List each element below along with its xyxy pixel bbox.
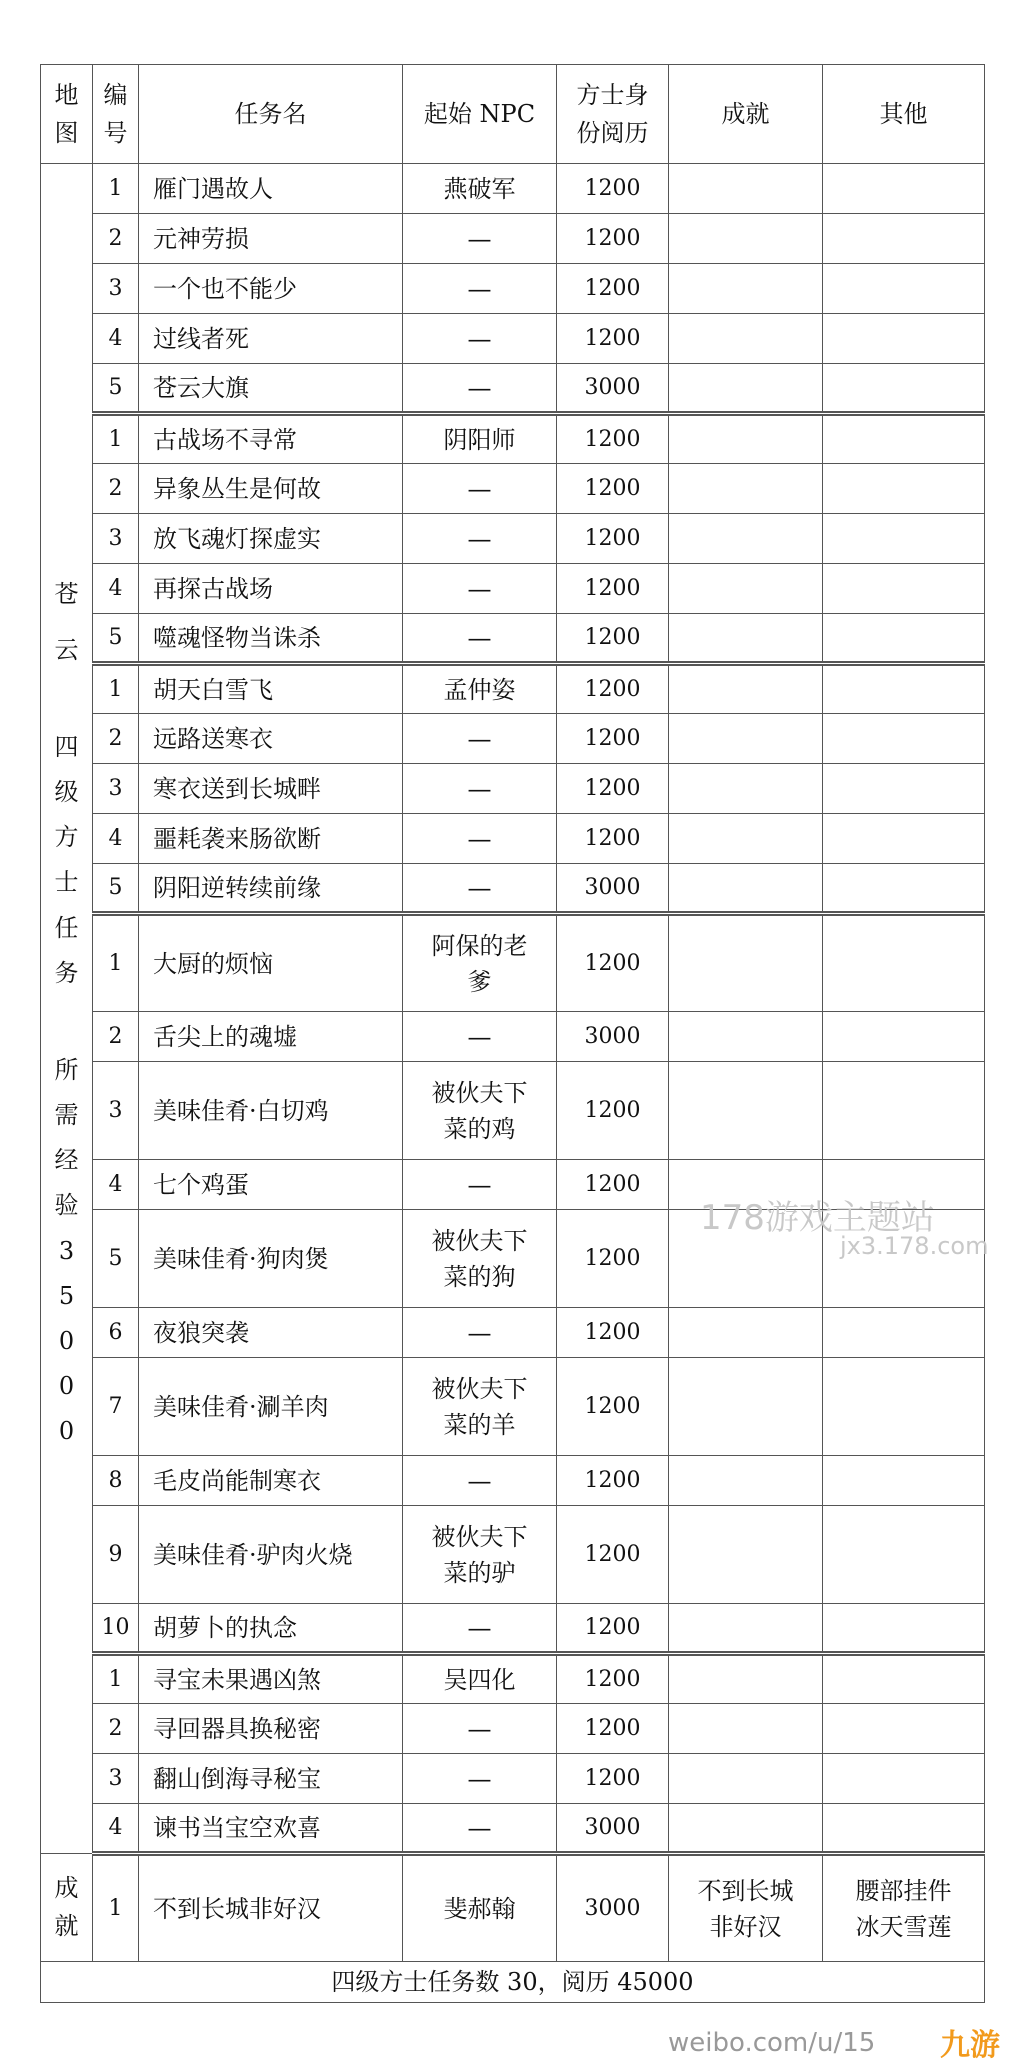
- cell-achievement: [669, 1654, 823, 1704]
- cell-achievement: [669, 1456, 823, 1506]
- map-char: 经: [54, 1146, 79, 1175]
- cell-num: 3: [93, 1754, 139, 1804]
- table-row: [41, 264, 985, 314]
- cell-other: [823, 814, 985, 864]
- cell-quest-name: 胡萝卜的执念: [139, 1604, 403, 1654]
- map-char: 士: [54, 868, 79, 897]
- cell-other: [823, 214, 985, 264]
- cell-num: 1: [93, 414, 139, 464]
- cell-quest-name: 七个鸡蛋: [139, 1160, 403, 1210]
- cell-num: 4: [93, 1804, 139, 1854]
- cell-other: [823, 164, 985, 214]
- map-char: 所: [54, 1055, 79, 1084]
- cell-quest-name: 夜狼突袭: [139, 1308, 403, 1358]
- cell-num: 2: [93, 714, 139, 764]
- cell-achievement: [669, 464, 823, 514]
- cell-line: 被伙夫下: [431, 1374, 528, 1403]
- table-row: [41, 664, 985, 714]
- map-char: 级: [54, 777, 79, 806]
- cell-line: 被伙夫下: [431, 1078, 528, 1107]
- cell-num: 3: [93, 1062, 139, 1160]
- cell-rep: 1200: [557, 1754, 669, 1804]
- cell-achievement: [669, 1754, 823, 1804]
- cell-quest-name: 寻宝未果遇凶煞: [139, 1654, 403, 1704]
- cell-quest-name: 雁门遇故人: [139, 164, 403, 214]
- cell-num: 1: [93, 1654, 139, 1704]
- cell-other: [823, 414, 985, 464]
- cell-quest-name: 阴阳逆转续前缘: [139, 864, 403, 914]
- cell-quest-name: 元神劳损: [139, 214, 403, 264]
- map-char: 成: [54, 1874, 79, 1903]
- cell-line: 被伙夫下: [431, 1226, 528, 1255]
- cell-achievement: [669, 164, 823, 214]
- header-num: 编号: [93, 65, 139, 164]
- cell-achievement: [669, 714, 823, 764]
- cell-rep: 1200: [557, 164, 669, 214]
- cell-achievement: [669, 1358, 823, 1456]
- cell-quest-name: 毛皮尚能制寒衣: [139, 1456, 403, 1506]
- cell-achievement: [669, 514, 823, 564]
- cell-rep: 1200: [557, 1604, 669, 1654]
- cell-quest-name: 过线者死: [139, 314, 403, 364]
- table-row: [41, 614, 985, 664]
- cell-npc: —: [403, 314, 557, 364]
- cell-rep: 1200: [557, 664, 669, 714]
- cell-num: 1: [93, 664, 139, 714]
- cell-other: [823, 714, 985, 764]
- cell-achievement: [669, 614, 823, 664]
- header-name: 任务名: [139, 65, 403, 164]
- map-char: 0: [58, 1327, 75, 1356]
- table-row: [41, 814, 985, 864]
- cell-rep: 1200: [557, 514, 669, 564]
- cell-other: [823, 1604, 985, 1654]
- cell-achievement: [669, 1604, 823, 1654]
- cell-other: [823, 314, 985, 364]
- cell-npc: 吴四化: [403, 1654, 557, 1704]
- cell-num: 3: [93, 264, 139, 314]
- cell-npc: —: [403, 1160, 557, 1210]
- cell-rep: 3000: [557, 1804, 669, 1854]
- cell-achievement: [669, 764, 823, 814]
- cell-rep: 1200: [557, 714, 669, 764]
- cell-rep: 1200: [557, 1506, 669, 1604]
- table-row: [41, 1358, 985, 1456]
- cell-rep: 1200: [557, 264, 669, 314]
- cell-rep: 3000: [557, 1012, 669, 1062]
- map-char: 0: [58, 1417, 75, 1446]
- table-row: [41, 1754, 985, 1804]
- cell-quest-name: 翻山倒海寻秘宝: [139, 1754, 403, 1804]
- cell-quest-name: 寒衣送到长城畔: [139, 764, 403, 814]
- map-char: 任: [54, 913, 79, 942]
- cell-achievement: [669, 1854, 823, 1962]
- map-char: 5: [58, 1281, 75, 1310]
- cell-npc: 孟仲姿: [403, 664, 557, 714]
- cell-line: 被伙夫下: [431, 1522, 528, 1551]
- cell-num: 2: [93, 464, 139, 514]
- achievement-row: [41, 1854, 985, 1962]
- cell-line: 不到长城: [697, 1876, 794, 1905]
- cell-num: 4: [93, 564, 139, 614]
- cell-rep: 1200: [557, 914, 669, 1012]
- cell-num: 1: [93, 164, 139, 214]
- cell-npc: [403, 1358, 557, 1456]
- cell-quest-name: 美味佳肴·白切鸡: [139, 1062, 403, 1160]
- cell-line: 菜的狗: [443, 1262, 516, 1291]
- quest-table: [40, 64, 985, 2003]
- cell-other: [823, 1804, 985, 1854]
- cell-npc: —: [403, 1804, 557, 1854]
- map-char: 务: [54, 958, 79, 987]
- table-body: [41, 164, 985, 2003]
- header-other: 其他: [823, 65, 985, 164]
- header-npc: 起始 NPC: [403, 65, 557, 164]
- table-row: [41, 764, 985, 814]
- table-row: [41, 464, 985, 514]
- cell-achievement: [669, 1012, 823, 1062]
- cell-rep: 1200: [557, 314, 669, 364]
- cell-other: [823, 1704, 985, 1754]
- cell-quest-name: 舌尖上的魂墟: [139, 1012, 403, 1062]
- cell-achievement: [669, 214, 823, 264]
- cell-num: 1: [93, 914, 139, 1012]
- table-row: [41, 1308, 985, 1358]
- cell-other: [823, 1854, 985, 1962]
- cell-achievement: [669, 1062, 823, 1160]
- cell-line: 菜的驴: [443, 1558, 516, 1587]
- cell-num: 4: [93, 814, 139, 864]
- table-row: [41, 414, 985, 464]
- cell-achievement: [669, 1704, 823, 1754]
- cell-other: [823, 1654, 985, 1704]
- map-char: 四: [54, 732, 79, 761]
- cell-other: [823, 914, 985, 1012]
- cell-rep: 1200: [557, 1210, 669, 1308]
- cell-rep: 1200: [557, 464, 669, 514]
- map-char: 3: [58, 1236, 75, 1265]
- cell-achievement: [669, 314, 823, 364]
- watermark-brand: 九游: [940, 2028, 1000, 2063]
- cell-npc: —: [403, 814, 557, 864]
- table-row: [41, 1456, 985, 1506]
- achievement-map-cell: [41, 1854, 93, 1962]
- cell-npc: —: [403, 464, 557, 514]
- cell-quest-name: 寻回器具换秘密: [139, 1704, 403, 1754]
- table-row: [41, 1506, 985, 1604]
- cell-other: [823, 1012, 985, 1062]
- cell-npc: —: [403, 1754, 557, 1804]
- cell-line: 爹: [467, 967, 492, 996]
- cell-rep: 1200: [557, 564, 669, 614]
- header-map: 地图: [41, 65, 93, 164]
- cell-num: 9: [93, 1506, 139, 1604]
- cell-other: [823, 564, 985, 614]
- table-row: [41, 1062, 985, 1160]
- cell-npc: —: [403, 764, 557, 814]
- cell-other: [823, 364, 985, 414]
- cell-rep: 1200: [557, 614, 669, 664]
- cell-other: [823, 1358, 985, 1456]
- cell-quest-name: 再探古战场: [139, 564, 403, 614]
- cell-achievement: [669, 664, 823, 714]
- cell-rep: 1200: [557, 1654, 669, 1704]
- cell-achievement: [669, 414, 823, 464]
- cell-rep: 1200: [557, 1160, 669, 1210]
- table-row: [41, 364, 985, 414]
- cell-num: 2: [93, 1704, 139, 1754]
- cell-line: 冰天雪莲: [855, 1912, 952, 1941]
- cell-npc: —: [403, 1604, 557, 1654]
- table-row: [41, 214, 985, 264]
- cell-achievement: [669, 814, 823, 864]
- cell-npc: —: [403, 564, 557, 614]
- cell-num: 5: [93, 614, 139, 664]
- cell-npc: [403, 1062, 557, 1160]
- cell-rep: 1200: [557, 1308, 669, 1358]
- map-char: 方: [54, 823, 79, 852]
- cell-line: 菜的鸡: [443, 1114, 516, 1143]
- cell-rep: 1200: [557, 814, 669, 864]
- cell-achievement: [669, 264, 823, 314]
- cell-num: 6: [93, 1308, 139, 1358]
- summary-row: [41, 1962, 985, 2003]
- cell-num: 5: [93, 1210, 139, 1308]
- cell-quest-name: 古战场不寻常: [139, 414, 403, 464]
- cell-npc: [403, 1210, 557, 1308]
- cell-npc: —: [403, 1308, 557, 1358]
- cell-num: 4: [93, 1160, 139, 1210]
- cell-line: 菜的羊: [443, 1410, 516, 1439]
- cell-num: 4: [93, 314, 139, 364]
- cell-quest-name: 美味佳肴·涮羊肉: [139, 1358, 403, 1456]
- cell-quest-name: 一个也不能少: [139, 264, 403, 314]
- cell-other: [823, 614, 985, 664]
- cell-quest-name: 噩耗袭来肠欲断: [139, 814, 403, 864]
- cell-rep: 1200: [557, 414, 669, 464]
- cell-achievement: [669, 564, 823, 614]
- cell-num: 5: [93, 864, 139, 914]
- cell-rep: 1200: [557, 1704, 669, 1754]
- cell-npc: [403, 1506, 557, 1604]
- cell-quest-name: 噬魂怪物当诛杀: [139, 614, 403, 664]
- cell-other: [823, 264, 985, 314]
- map-char: 云: [54, 635, 79, 664]
- map-char: 需: [54, 1101, 79, 1130]
- cell-npc: —: [403, 214, 557, 264]
- cell-quest-name: 大厨的烦恼: [139, 914, 403, 1012]
- cell-other: [823, 1062, 985, 1160]
- cell-num: 8: [93, 1456, 139, 1506]
- cell-num: 3: [93, 764, 139, 814]
- cell-npc: [403, 914, 557, 1012]
- table-row: [41, 1604, 985, 1654]
- cell-achievement: [669, 364, 823, 414]
- cell-num: 5: [93, 364, 139, 414]
- watermark-site: 178游戏主题站: [700, 1198, 935, 1238]
- cell-npc: —: [403, 1704, 557, 1754]
- header-row: [41, 65, 985, 164]
- cell-quest-name: 美味佳肴·狗肉煲: [139, 1210, 403, 1308]
- cell-rep: 1200: [557, 1358, 669, 1456]
- cell-npc: —: [403, 364, 557, 414]
- cell-num: 1: [93, 1854, 139, 1962]
- cell-npc: —: [403, 1012, 557, 1062]
- watermark-weibo: weibo.com/u/15: [668, 2028, 876, 2058]
- cell-achievement: [669, 1804, 823, 1854]
- cell-num: 10: [93, 1604, 139, 1654]
- map-char: 验: [54, 1191, 79, 1220]
- table-row: [41, 514, 985, 564]
- cell-other: [823, 664, 985, 714]
- watermark-url: jx3.178.com: [840, 1232, 989, 1260]
- cell-num: 2: [93, 214, 139, 264]
- table-row: [41, 714, 985, 764]
- cell-quest-name: 谏书当宝空欢喜: [139, 1804, 403, 1854]
- cell-num: 7: [93, 1358, 139, 1456]
- cell-rep: 3000: [557, 364, 669, 414]
- cell-quest-name: 异象丛生是何故: [139, 464, 403, 514]
- header-rep: 方士身份阅历: [557, 65, 669, 164]
- cell-quest-name: 美味佳肴·驴肉火烧: [139, 1506, 403, 1604]
- map-char: 0: [58, 1372, 75, 1401]
- table-row: [41, 564, 985, 614]
- table-row: [41, 164, 985, 214]
- map-char: 苍: [54, 580, 79, 609]
- table-row: [41, 1654, 985, 1704]
- cell-npc: —: [403, 514, 557, 564]
- cell-npc: 阴阳师: [403, 414, 557, 464]
- cell-npc: —: [403, 264, 557, 314]
- cell-other: [823, 514, 985, 564]
- cell-rep: 1200: [557, 764, 669, 814]
- cell-other: [823, 1506, 985, 1604]
- cell-other: [823, 464, 985, 514]
- cell-other: [823, 1456, 985, 1506]
- table-row: [41, 864, 985, 914]
- cell-quest-name: 苍云大旗: [139, 364, 403, 414]
- cell-line: 非好汉: [709, 1912, 782, 1941]
- cell-other: [823, 1308, 985, 1358]
- cell-other: [823, 1754, 985, 1804]
- map-char: 就: [54, 1911, 79, 1940]
- header-achievement: 成就: [669, 65, 823, 164]
- cell-npc: —: [403, 1456, 557, 1506]
- cell-achievement: [669, 1506, 823, 1604]
- table-row: [41, 314, 985, 364]
- cell-achievement: [669, 1308, 823, 1358]
- cell-quest-name: 远路送寒衣: [139, 714, 403, 764]
- cell-npc: —: [403, 864, 557, 914]
- table-row: [41, 914, 985, 1012]
- cell-num: 2: [93, 1012, 139, 1062]
- cell-quest-name: 不到长城非好汉: [139, 1854, 403, 1962]
- cell-line: 腰部挂件: [855, 1876, 952, 1905]
- cell-rep: 3000: [557, 864, 669, 914]
- cell-npc: 斐郝翰: [403, 1854, 557, 1962]
- cell-rep: 1200: [557, 1062, 669, 1160]
- cell-other: [823, 864, 985, 914]
- cell-rep: 3000: [557, 1854, 669, 1962]
- map-cell: [41, 164, 93, 1854]
- cell-other: [823, 764, 985, 814]
- cell-quest-name: 胡天白雪飞: [139, 664, 403, 714]
- summary-text: 四级方士任务数 30，阅历 45000: [41, 1962, 985, 2003]
- cell-achievement: [669, 864, 823, 914]
- table-row: [41, 1012, 985, 1062]
- cell-npc: —: [403, 714, 557, 764]
- cell-rep: 1200: [557, 1456, 669, 1506]
- cell-npc: —: [403, 614, 557, 664]
- table-row: [41, 1804, 985, 1854]
- cell-quest-name: 放飞魂灯探虚实: [139, 514, 403, 564]
- cell-achievement: [669, 914, 823, 1012]
- cell-num: 3: [93, 514, 139, 564]
- table-row: [41, 1704, 985, 1754]
- cell-line: 阿保的老: [431, 931, 528, 960]
- cell-npc: 燕破军: [403, 164, 557, 214]
- cell-rep: 1200: [557, 214, 669, 264]
